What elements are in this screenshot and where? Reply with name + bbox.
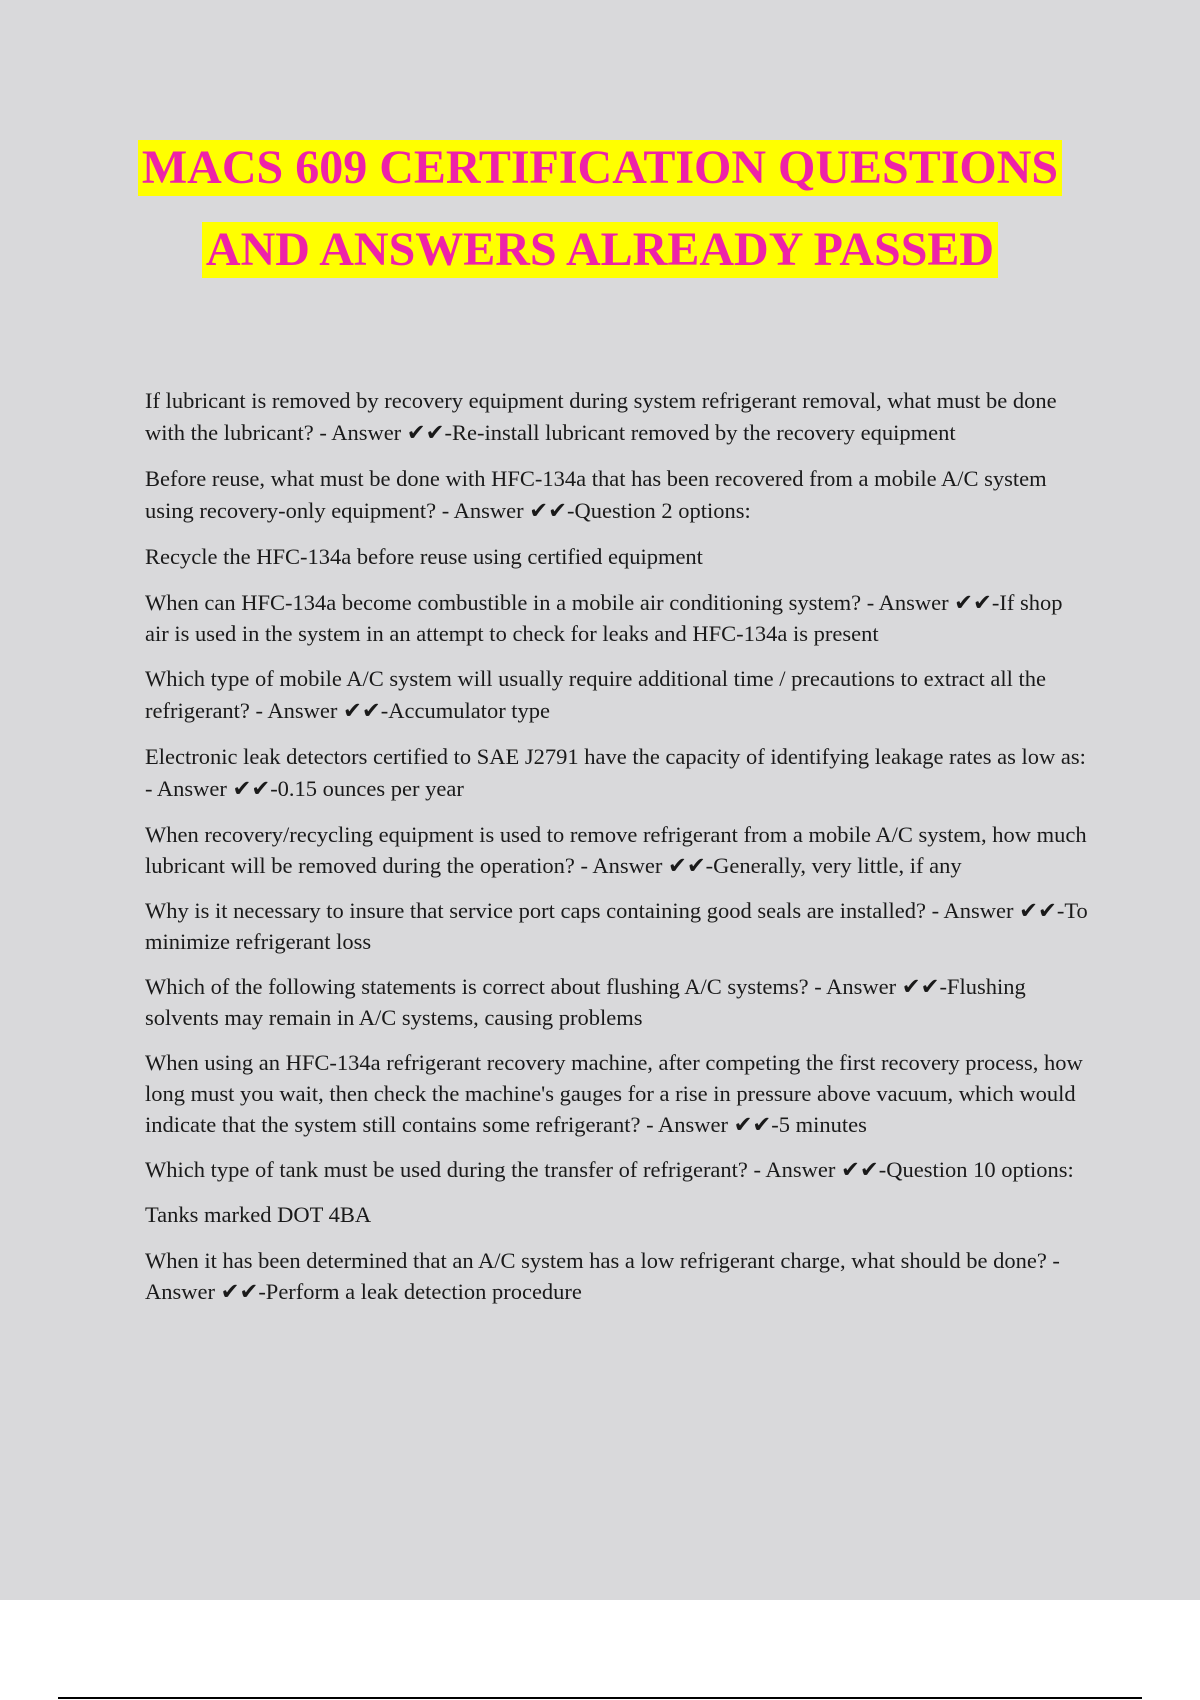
document-title: [0, 140, 1200, 278]
qa-item-2-option: Recycle the HFC-134a before reuse using certified equipment: [145, 544, 703, 569]
title-line-1: MACS 609 CERTIFICATION QUESTIONS: [138, 140, 1062, 196]
qa-item-11: When it has been determined that an A/C system has a low refrigerant charge, what should be done? - Answer ✔✔-Perform a leak detection procedure: [145, 1248, 1060, 1304]
qa-item-10-option: Tanks marked DOT 4BA: [145, 1202, 372, 1227]
qa-item-6: When recovery/recycling equipment is used to remove refrigerant from a mobile A/C system, how much lubricant will be removed during the operation? - Answer ✔✔-Generally, very little, if any: [145, 822, 1087, 878]
qa-item-3: When can HFC-134a become combustible in a mobile air conditioning system? - Answer ✔✔-If shop air is used in the system in an attempt to check for leaks and HFC-134a is present: [145, 590, 1063, 646]
qa-item-10: Which type of tank must be used during the transfer of refrigerant? - Answer ✔✔-Question 10 options:: [145, 1157, 1074, 1182]
title-line-2: AND ANSWERS ALREADY PASSED: [202, 222, 998, 278]
qa-item-2: Before reuse, what must be done with HFC-134a that has been recovered from a mobile A/C system using recovery-only equipment? - Answer ✔✔-Question 2 options:: [145, 466, 1047, 523]
qa-list: [145, 385, 1090, 1321]
footer-rule: [58, 1697, 1142, 1699]
qa-item-1: If lubricant is removed by recovery equipment during system refrigerant removal, what must be done with the lubricant? - Answer ✔✔-Re-install lubricant removed by the recovery equipment: [145, 388, 1057, 445]
qa-item-4: Which type of mobile A/C system will usually require additional time / precautions to extract all the refrigerant? - Answer ✔✔-Accumulator type: [145, 666, 1047, 723]
qa-item-9: When using an HFC-134a refrigerant recovery machine, after competing the first recovery process, how long must you wait, then check the machine's gauges for a rise in pressure above vacuum, which would indicate that the system still contains some refrigerant? - Answer ✔✔-5 minutes: [145, 1050, 1083, 1137]
qa-item-7: Why is it necessary to insure that service port caps containing good seals are installed? - Answer ✔✔-To minimize refrigerant loss: [145, 898, 1088, 954]
qa-item-8: Which of the following statements is correct about flushing A/C systems? - Answer ✔✔-Flushing solvents may remain in A/C systems, causing problems: [145, 974, 1026, 1030]
qa-item-5: Electronic leak detectors certified to SAE J2791 have the capacity of identifying leakage rates as low as: - Answer ✔✔-0.15 ounces per year: [145, 744, 1086, 801]
